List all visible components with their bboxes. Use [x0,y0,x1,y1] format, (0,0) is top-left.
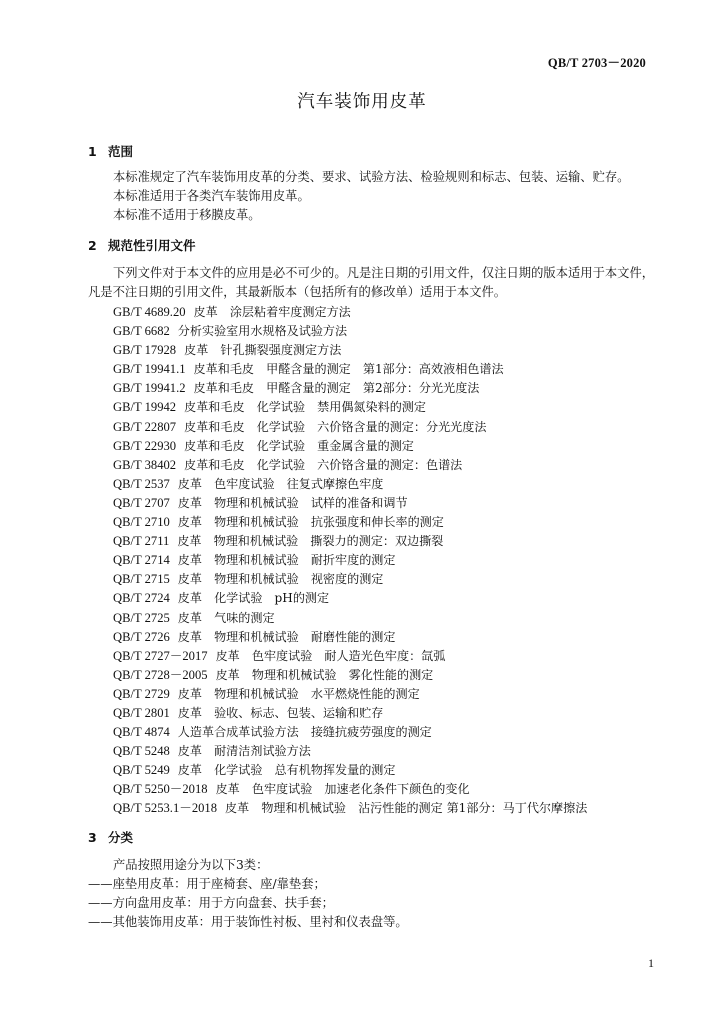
reference-title: 皮革 验收、标志、包装、运输和贮存 [177,705,384,720]
paragraph-line: 本标准规定了汽车装饰用皮革的分类、要求、试验方法、检验规则和标志、包装、运输、贮存。 [113,170,630,184]
paragraph-line: 凡是不注日期的引用文件，其最新版本（包括所有的修改单）适用于本文件。 [88,285,507,299]
reference-code: QB/T 2537 [113,476,170,491]
reference-code: GB/T 19941.1 [113,362,186,377]
reference-item [113,551,587,570]
reference-title: 皮革 耐清洁剂试验方法 [177,744,311,759]
reference-item [113,742,587,761]
standard-code: QB/T 2703－2020 [547,56,646,70]
reference-title: 皮革 物理和机械试验 撕裂力的测定：双边撕裂 [177,534,444,549]
reference-code: GB/T 19942 [113,400,177,415]
reference-code: QB/T 2728－2005 [113,667,208,682]
reference-title: 皮革和毛皮 化学试验 六价铬含量的测定：分光光度法 [184,419,487,434]
reference-code: QB/T 2729 [113,686,170,701]
paragraph-line: 下列文件对于本文件的应用是必不可少的。凡是注日期的引用文件，仅注日期的版本适用于本文件， [113,266,655,280]
reference-title: 皮革 化学试验 总有机物挥发量的测定 [177,763,396,778]
section-3-heading [88,828,133,846]
reference-item [113,799,587,818]
reference-title: 皮革 物理和机械试验 试样的准备和调节 [177,495,408,510]
reference-item [113,761,587,780]
paragraph-line: 产品按照用途分为以下3类： [113,858,269,872]
reference-code: GB/T 22930 [113,438,177,453]
reference-item [113,341,587,360]
document-title: 汽车装饰用皮革 [297,92,427,112]
reference-title: 皮革 气味的测定 [177,610,275,625]
reference-code: QB/T 2725 [113,610,170,625]
reference-code: QB/T 4874 [113,725,170,740]
classification-item: ——其他装饰用皮革：用于装饰性衬板、里衬和仪表盘等。 [88,915,408,929]
reference-title: 皮革 物理和机械试验 视密度的测定 [177,572,384,587]
reference-item [113,494,587,513]
reference-code: GB/T 38402 [113,457,177,472]
classification-item: ——方向盘用皮革：用于方向盘套、扶手套； [88,896,334,910]
reference-title: 皮革 物理和机械试验 水平燃烧性能的测定 [177,686,420,701]
reference-item [113,647,587,666]
reference-code: QB/T 2715 [113,572,170,587]
reference-item [113,379,587,398]
paragraph-line: 本标准不适用于移膜皮革。 [113,208,261,222]
reference-code: QB/T 2724 [113,591,170,606]
reference-item [113,322,587,341]
reference-code: QB/T 2714 [113,553,170,568]
reference-title: 皮革和毛皮 甲醛含量的测定 第2部分：分光光度法 [193,381,480,396]
classification-item: ——座垫用皮革：用于座椅套、座/靠垫套； [88,877,326,891]
reference-title: 皮革 物理和机械试验 耐折牢度的测定 [177,553,396,568]
reference-code: QB/T 2727－2017 [113,648,208,663]
reference-item [113,418,587,437]
normative-reference-list [113,303,587,819]
reference-title: 皮革 色牢度试验 耐人造光色牢度：氙弧 [215,648,446,663]
reference-item [113,589,587,608]
section-number: 2 [88,238,97,253]
reference-title: 皮革 色牢度试验 往复式摩擦色牢度 [177,476,384,491]
reference-title: 皮革和毛皮 甲醛含量的测定 第1部分：高效液相色谱法 [193,362,504,377]
reference-code: GB/T 4689.20 [113,305,186,319]
reference-title: 皮革和毛皮 化学试验 六价铬含量的测定：色谱法 [184,457,463,472]
reference-title: 皮革 针孔撕裂强度测定方法 [184,343,342,358]
reference-item [113,704,587,723]
reference-code: QB/T 5249 [113,763,170,778]
reference-item [113,532,587,551]
reference-item [113,475,587,494]
section-number: 1 [88,144,97,159]
reference-code: GB/T 6682 [113,324,170,339]
page-number: 1 [648,956,654,970]
reference-title: 皮革和毛皮 化学试验 重金属含量的测定 [184,438,414,453]
section-title: 规范性引用文件 [108,238,196,253]
reference-title: 分析实验室用水规格及试验方法 [177,324,348,339]
reference-code: QB/T 5248 [113,744,170,759]
paragraph-line: 本标准适用于各类汽车装饰用皮革。 [113,189,310,203]
reference-title: 皮革 物理和机械试验 雾化性能的测定 [215,667,434,682]
reference-item [113,628,587,647]
reference-title: 皮革 物理和机械试验 抗张强度和伸长率的测定 [177,515,444,530]
reference-item [113,666,587,685]
section-2-heading [88,236,196,254]
reference-item [113,360,587,379]
reference-code: GB/T 17928 [113,343,177,358]
section-title: 分类 [108,830,134,845]
reference-code: QB/T 2726 [113,629,170,644]
reference-item [113,685,587,704]
reference-item [113,456,587,475]
reference-code: QB/T 2707 [113,495,170,510]
reference-title: 皮革 物理和机械试验 沾污性能的测定 第1部分：马丁代尔摩擦法 [225,801,588,816]
reference-code: GB/T 22807 [113,419,177,434]
reference-title: 人造革合成革试验方法 接缝抗疲劳强度的测定 [177,725,432,740]
section-1-body [88,168,648,225]
reference-item [113,303,587,322]
section-title: 范围 [108,144,134,159]
reference-code: QB/T 5250－2018 [113,782,208,797]
reference-item [113,437,587,456]
reference-item [113,398,587,417]
reference-code: QB/T 2711 [113,534,170,549]
reference-item [113,780,587,799]
section-2-intro [88,264,655,302]
reference-code: QB/T 2710 [113,515,170,530]
reference-code: GB/T 19941.2 [113,381,186,396]
reference-title: 皮革 物理和机械试验 耐磨性能的测定 [177,629,396,644]
reference-code: QB/T 5253.1－2018 [113,801,218,816]
reference-title: 皮革 涂层粘着牢度测定方法 [193,305,351,319]
reference-item [113,609,587,628]
reference-item [113,513,587,532]
section-number: 3 [88,830,97,845]
reference-title: 皮革和毛皮 化学试验 禁用偶氮染料的测定 [184,400,426,415]
section-1-heading [88,142,133,160]
reference-title: 皮革 化学试验 pH的测定 [177,591,330,606]
reference-title: 皮革 色牢度试验 加速老化条件下颜色的变化 [215,782,470,797]
section-3-body [88,856,648,932]
reference-item [113,570,587,589]
reference-item [113,723,587,742]
reference-code: QB/T 2801 [113,705,170,720]
